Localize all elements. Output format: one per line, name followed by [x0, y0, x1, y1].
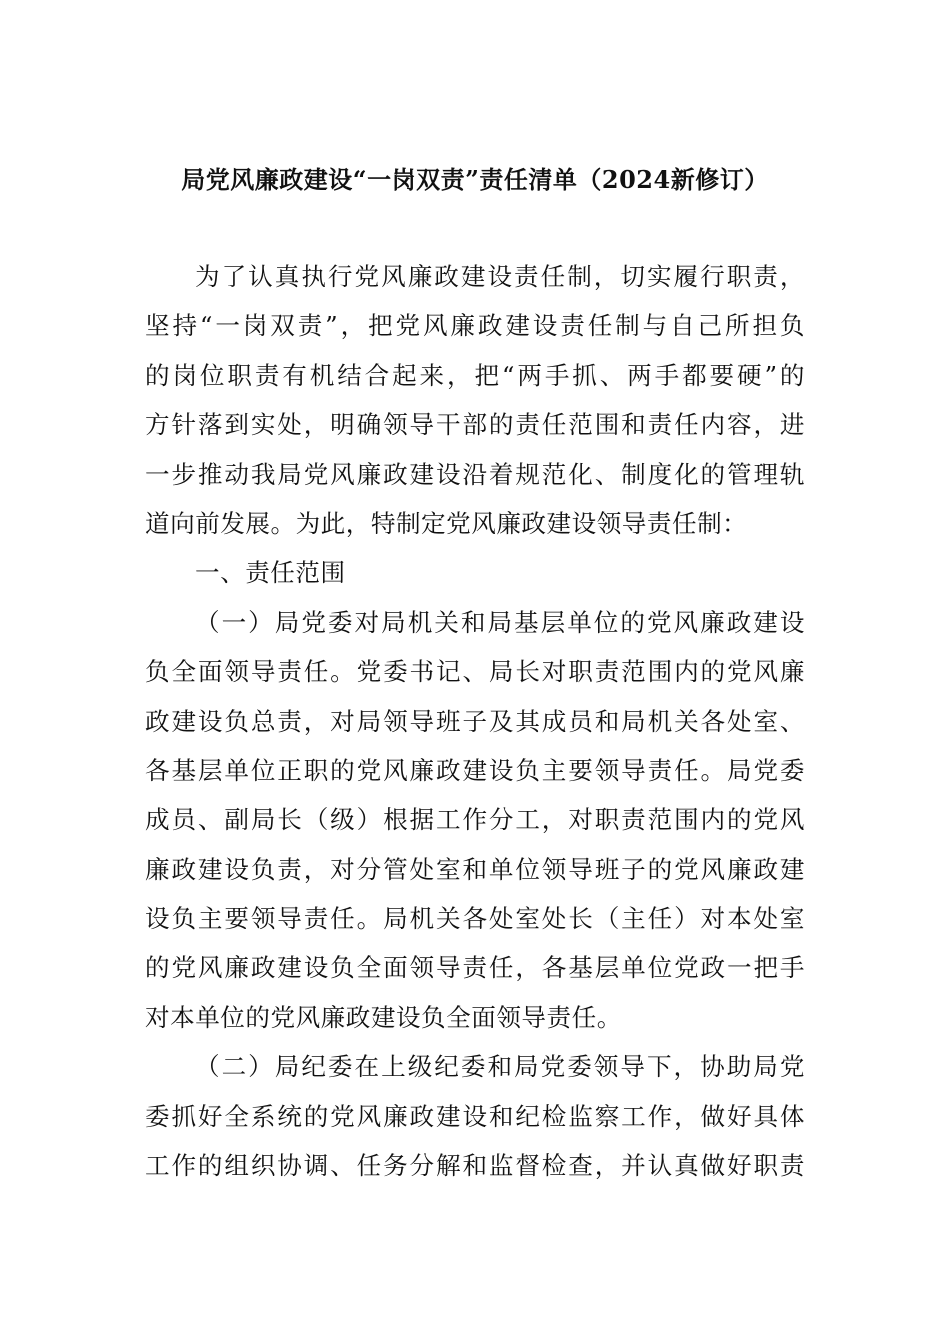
paragraph-line: 的岗位职责有机结合起来，把“两手抓、两手都要硬”的 [145, 360, 805, 390]
paragraph-line: 为了认真执行党风廉政建设责任制，切实履行职责， [195, 262, 805, 291]
paragraph-line: 委抓好全系统的党风廉政建设和纪检监察工作，做好具体 [145, 1101, 805, 1131]
paragraph-line: （一）局党委对局机关和局基层单位的党风廉政建设 [195, 607, 805, 637]
paragraph-line: 方针落到实处，明确领导干部的责任范围和责任内容，进 [145, 410, 805, 440]
paragraph-line: 一步推动我局党风廉政建设沿着规范化、制度化的管理轨 [145, 459, 805, 489]
paragraph-line: （二）局纪委在上级纪委和局党委领导下，协助局党 [195, 1052, 805, 1082]
paragraph-line: 政建设负总责，对局领导班子及其成员和局机关各处室、 [145, 706, 805, 736]
paragraph-line: 工作的组织协调、任务分解和监督检查，并认真做好职责 [145, 1151, 805, 1181]
paragraph-line: 负全面领导责任。党委书记、局长对职责范围内的党风廉 [145, 657, 805, 687]
document-title: 局党风廉政建设“一岗双责”责任清单（2024新修订） [181, 165, 769, 194]
paragraph-line: 廉政建设负责，对分管处室和单位领导班子的党风廉政建 [145, 854, 805, 884]
paragraph-line: 对本单位的党风廉政建设负全面领导责任。 [145, 1002, 622, 1032]
paragraph-line: 设负主要领导责任。局机关各处室处长（主任）对本处室 [145, 904, 805, 934]
paragraph-line: 道向前发展。为此，特制定党风廉政建设领导责任制： [145, 508, 748, 538]
paragraph-line: 坚持“一岗双责”，把党风廉政建设责任制与自己所担负 [145, 311, 805, 341]
paragraph-line: 的党风廉政建设负全面领导责任，各基层单位党政一把手 [145, 953, 805, 983]
paragraph-line: 各基层单位正职的党风廉政建设负主要领导责任。局党委 [145, 755, 805, 785]
document-body [145, 252, 805, 1190]
section-heading: 一、责任范围 [195, 558, 346, 588]
paragraph-line: 成员、副局长（级）根据工作分工，对职责范围内的党风 [145, 805, 805, 835]
